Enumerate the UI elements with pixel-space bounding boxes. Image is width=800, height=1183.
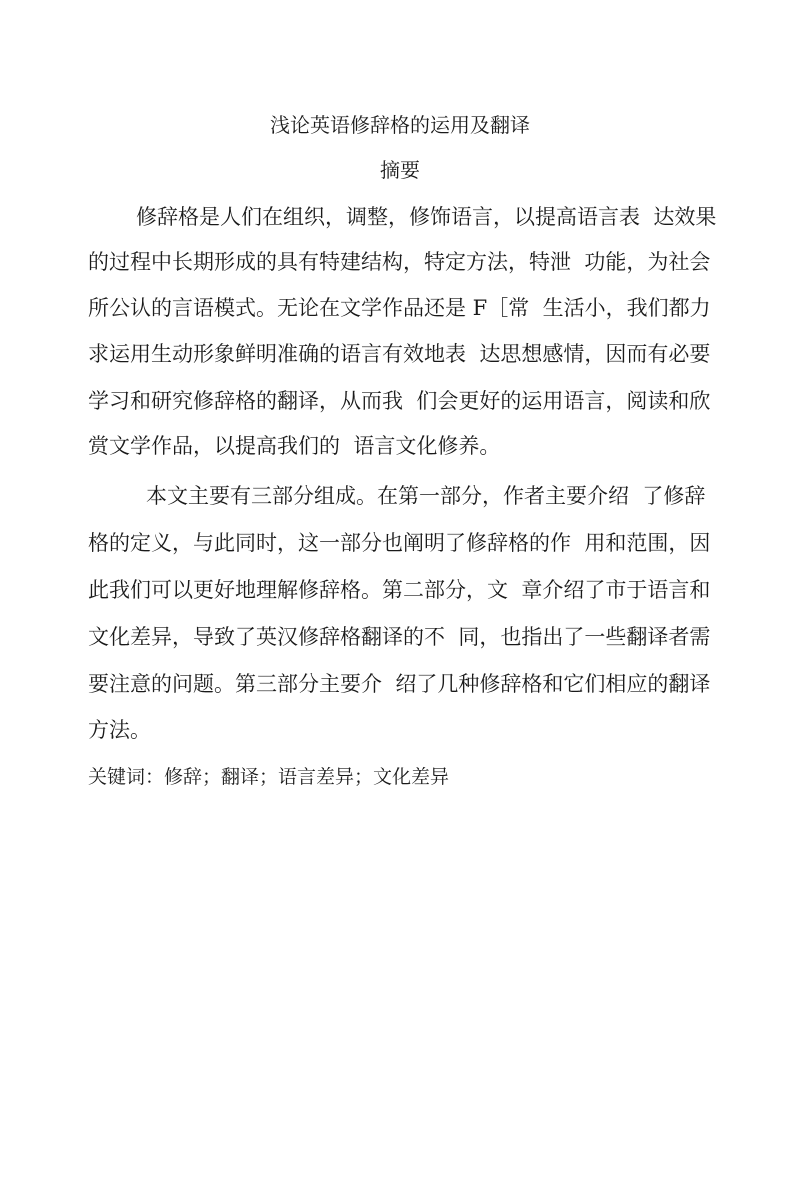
paragraph2-line: 格的定义，与此同时，这一部分也阐明了修辞格的作 用和范围，因 <box>88 531 711 555</box>
paragraph1-line: 的过程中长期形成的具有特建结构，特定方法，特泄 功能，为社会 <box>88 250 711 274</box>
paragraph2-line: 本文主要有三部分组成。在第一部分，作者主要介绍 了修辞 <box>146 484 706 508</box>
paragraph1-line: 修辞格是人们在组织，调整，修饰语言，以提高语言表 达效果 <box>136 205 717 229</box>
paragraph2-line: 文化差异，导致了英汉修辞格翻译的不 同，也指出了一些翻译者需 <box>88 625 711 649</box>
abstract-heading: 摘要 <box>380 158 420 182</box>
paragraph2-line: 方法。 <box>88 718 151 742</box>
paragraph1-line: 所公认的言语模式。无论在文学作品还是 F［常 生活小，我们都力 <box>88 296 711 320</box>
paragraph2-line: 要注意的问题。第三部分主要介 绍了几种修辞格和它们相应的翻译 <box>88 672 711 696</box>
document-title: 浅论英语修辞格的运用及翻译 <box>270 113 530 137</box>
keywords-line: 关键词：修辞；翻译；语言差异；文化差异 <box>88 766 450 788</box>
paragraph1-line: 赏文学作品，以提高我们的 语言文化修养。 <box>88 434 501 458</box>
paragraph2-line: 此我们可以更好地理解修辞格。第二部分，文 章介绍了市于语言和 <box>88 578 711 602</box>
paragraph1-line: 学习和研究修辞格的翻译，从而我 们会更好的运用语言，阅读和欣 <box>88 389 711 413</box>
paragraph1-line: 求运用生动形象鲜明准确的语言有效地表 达思想感情，因而有必要 <box>88 342 711 366</box>
